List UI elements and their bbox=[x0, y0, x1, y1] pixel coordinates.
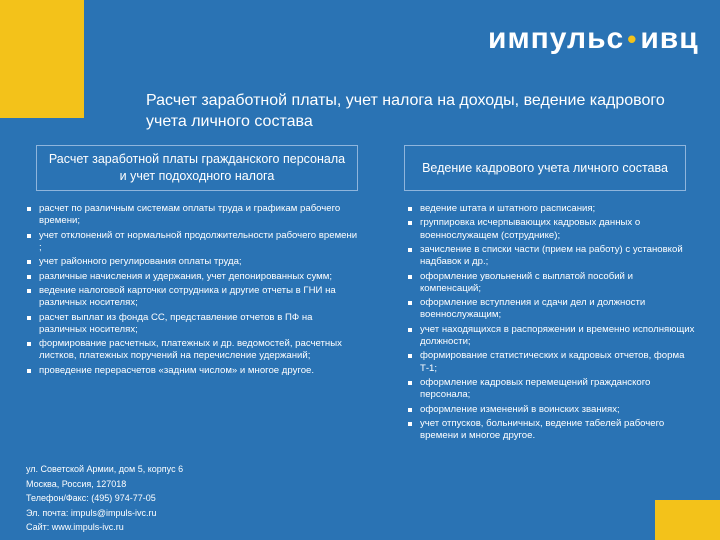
address-city: Москва, Россия, 127018 bbox=[26, 478, 127, 489]
list-item: ведение штата и штатного расписания; bbox=[407, 203, 695, 215]
email-link[interactable]: Эл. почта: impuls@impuls-ivc.ru bbox=[26, 507, 157, 518]
logo-text-impuls: импульс bbox=[488, 22, 625, 55]
list-item: расчет выплат из фонда СС, представление отчетов в ПФ на различных носителях; bbox=[26, 312, 361, 336]
logo-text-ivc: ивц bbox=[640, 22, 699, 55]
list-item: учет отпусков, больничных, ведение табелей рабочего времени и многое другое. bbox=[407, 418, 695, 442]
address-line: ул. Советской Армии, дом 5, корпус 6 bbox=[26, 464, 184, 474]
company-logo bbox=[488, 22, 699, 56]
list-item: учет находящихся в распоряжении и временно исполняющих должности; bbox=[407, 324, 695, 348]
list-item: оформление увольнений с выплатой пособий и компенсаций; bbox=[407, 271, 695, 295]
list-item: зачисление в списки части (прием на работу) с установкой надбавок и др.; bbox=[407, 244, 695, 268]
phone-fax: Телефон/Факс: (495) 974-77-05 bbox=[26, 493, 156, 504]
list-item: учет районного регулирования оплаты труда; bbox=[26, 256, 361, 268]
left-feature-list bbox=[26, 203, 361, 379]
list-item: формирование статистических и кадровых отчетов, форма Т-1; bbox=[407, 350, 695, 374]
left-column-heading-text: Расчет заработной платы гражданского персонала и учет подоходного налога bbox=[48, 152, 346, 183]
decorative-yellow-block-bottom bbox=[655, 500, 720, 540]
right-column-heading bbox=[404, 145, 686, 191]
slide-title: Расчет заработной платы, учет налога на доходы, ведение кадрового учета личного состава bbox=[146, 92, 665, 130]
list-item: проведение перерасчетов «задним числом» и многое другое. bbox=[26, 365, 361, 377]
list-item: оформление изменений в воинских званиях; bbox=[407, 404, 695, 416]
website-link[interactable]: Сайт: www.impuls-ivc.ru bbox=[26, 522, 124, 533]
list-item: различные начисления и удержания, учет депонированных сумм; bbox=[26, 271, 361, 283]
list-item: учет отклонений от нормальной продолжительности рабочего времени ; bbox=[26, 230, 361, 254]
right-column-heading-text: Ведение кадрового учета личного состава bbox=[422, 160, 668, 175]
list-item: формирование расчетных, платежных и др. ведомостей, расчетных листков, платежных поручений на перечисление удержаний; bbox=[26, 338, 361, 362]
list-item: группировка исчерпывающих кадровых данных о военнослужащем (сотруднике); bbox=[407, 217, 695, 241]
list-item: расчет по различным системам оплаты труда и графикам рабочего времени; bbox=[26, 203, 361, 227]
right-feature-list bbox=[407, 203, 695, 445]
decorative-yellow-block-top bbox=[0, 0, 84, 118]
list-item: оформление кадровых перемещений гражданского персонала; bbox=[407, 377, 695, 401]
list-item: ведение налоговой карточки сотрудника и другие отчеты в ГНИ на различных носителях; bbox=[26, 285, 361, 309]
left-column-heading bbox=[36, 145, 358, 191]
list-item: оформление вступления и сдачи дел и должности военнослужащим; bbox=[407, 297, 695, 321]
contact-info bbox=[26, 462, 183, 535]
logo-dot: • bbox=[627, 24, 638, 54]
